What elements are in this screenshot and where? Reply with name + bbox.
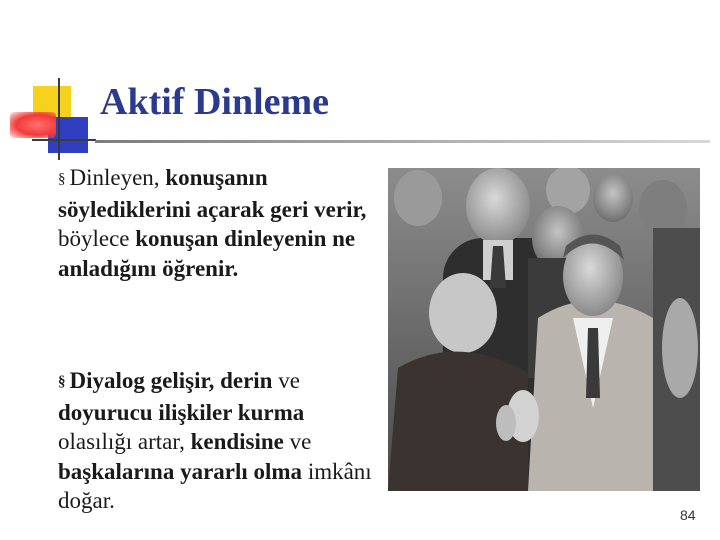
text-run-bold: doyurucu ilişkiler kurma [58,399,305,425]
text-run-bold: Diyalog gelişir, derin [69,368,273,393]
bullet-marker: § [58,171,66,187]
slide-title: Aktif Dinleme [100,81,330,123]
decor-vertical-line [58,78,60,160]
text-run: Dinleyen, [69,165,166,190]
title-underline [95,140,710,143]
bullet-paragraph-2 [58,366,378,516]
text-run: olasılığı artar, [58,429,191,454]
text-run: ve [283,429,312,454]
text-run: böylece [58,226,136,251]
bullet-paragraph-1 [58,163,378,283]
text-run: imkânı doğar. [58,458,372,513]
bullet-marker: § [58,374,66,390]
text-run-bold: konuşan dinleyenin ne anladığını öğrenir. [58,226,356,281]
text-run-bold: başkalarına yararlı olma [58,458,303,484]
text-run: ve [272,368,300,393]
page-number: 84 [680,507,696,523]
text-run-bold: kendisine [190,429,284,454]
historical-photo [388,168,700,491]
decor-red-square [10,112,56,138]
text-run-bold: konuşanın söylediklerini açarak geri verir, [58,165,367,222]
decor-horizontal-line [32,139,96,141]
